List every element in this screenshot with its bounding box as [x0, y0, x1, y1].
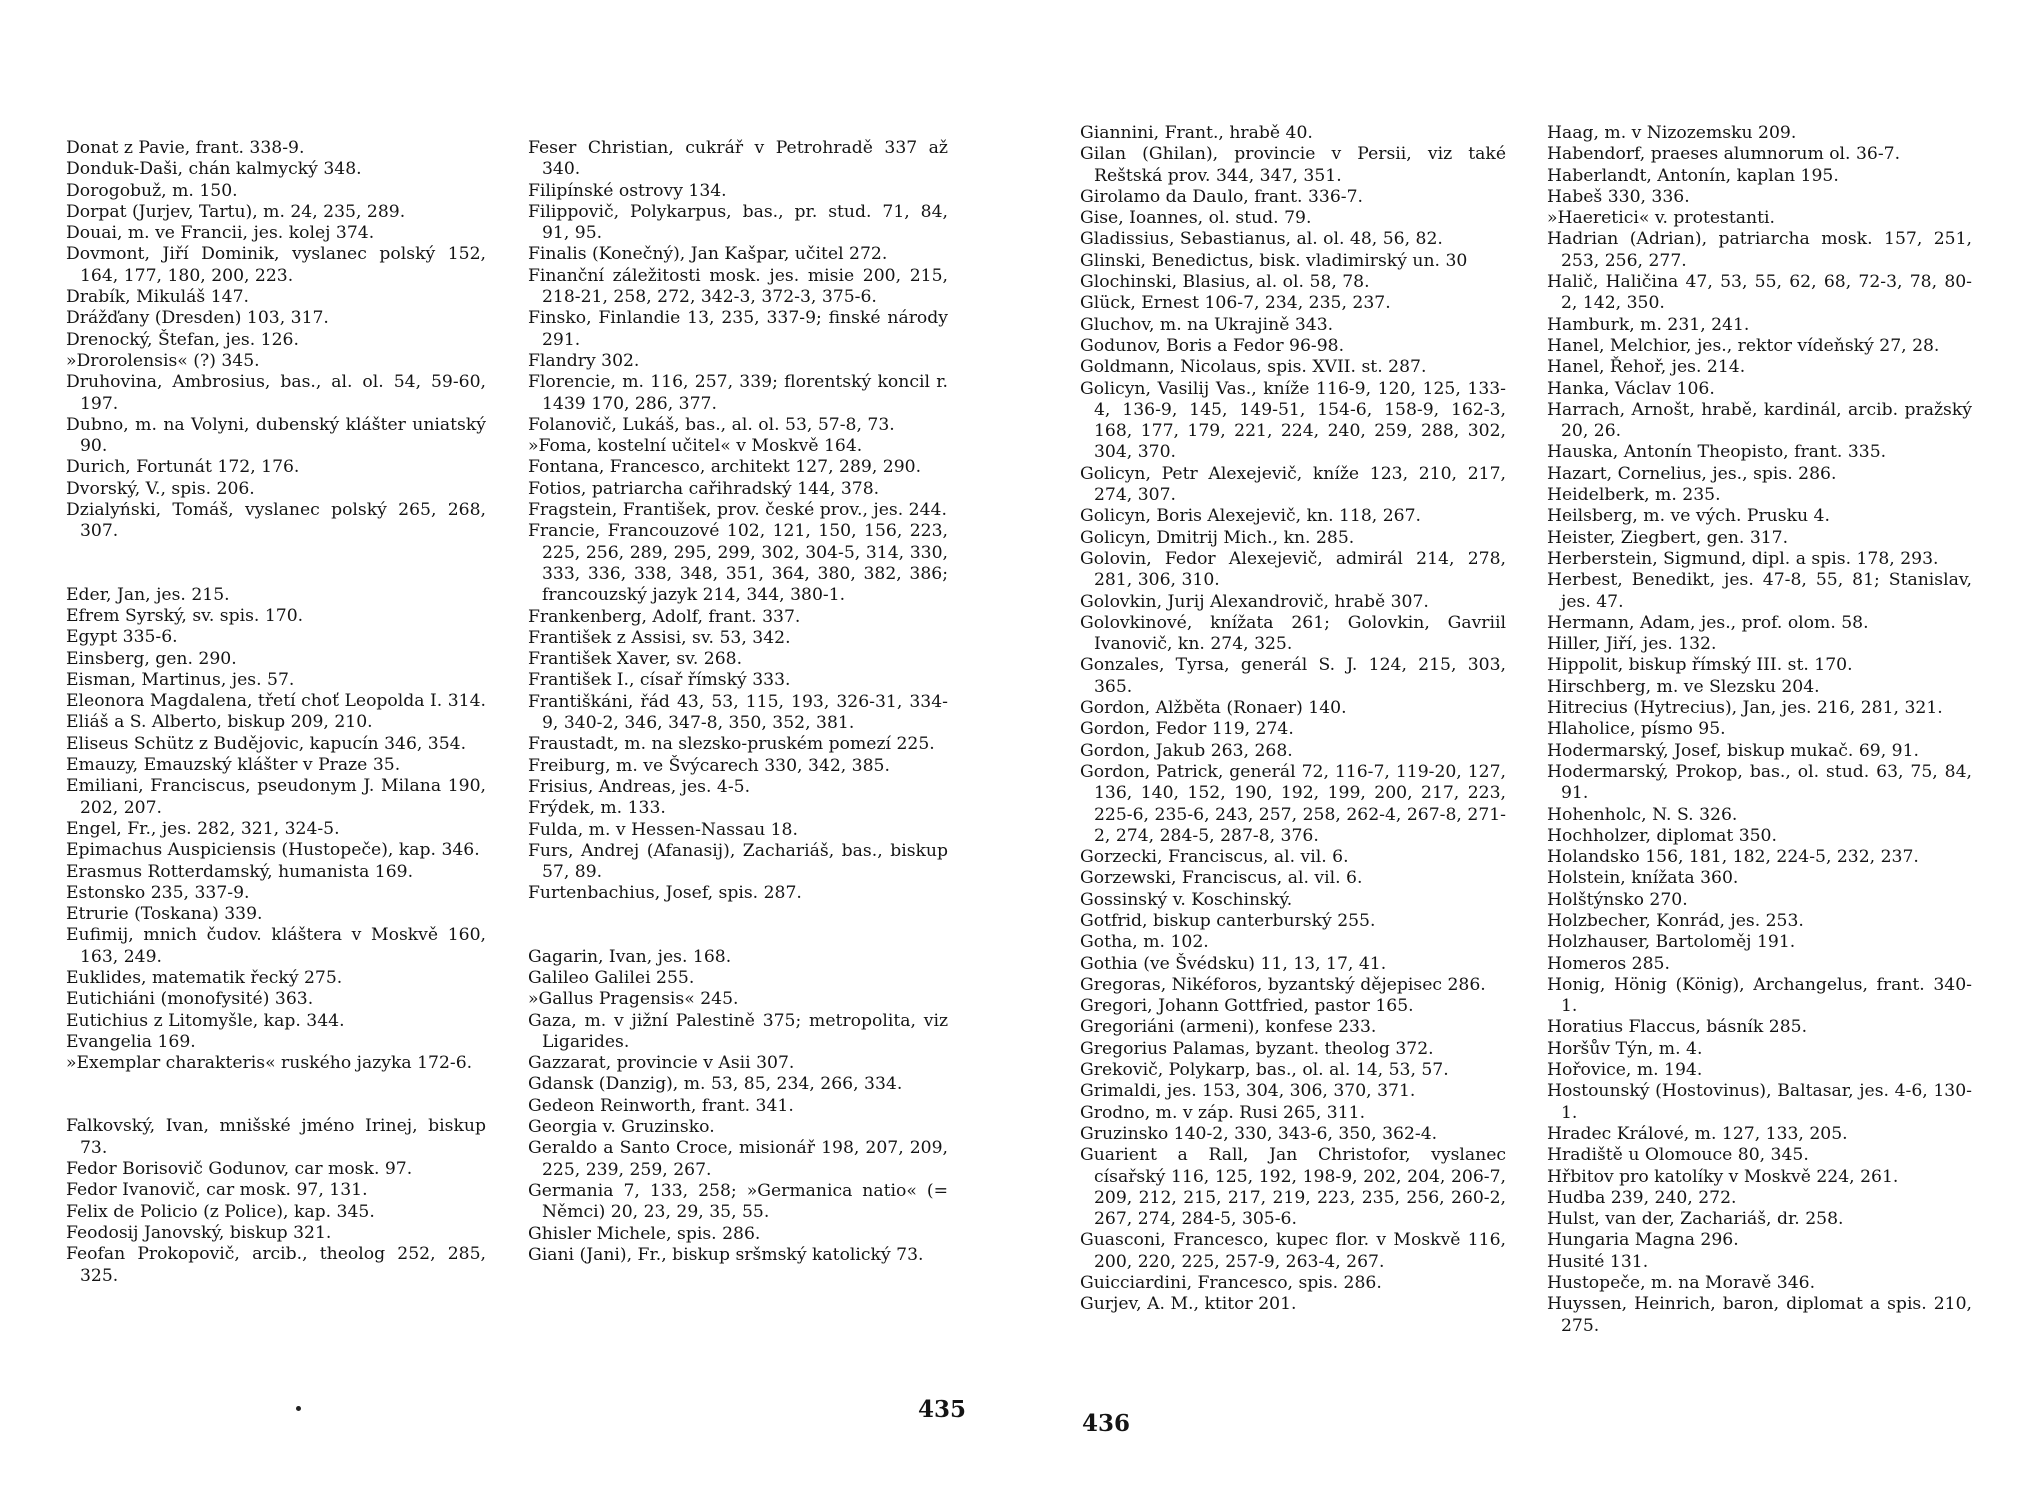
- index-entry: Frýdek, m. 133.: [528, 798, 666, 819]
- index-entry: Gruzinsko 140-2, 330, 343-6, 350, 362-4.: [1080, 1123, 1438, 1144]
- index-entry: Hazart, Cornelius, jes., spis. 286.: [1547, 463, 1837, 484]
- index-entry: »Foma, kostelní učitel« v Moskvě 164.: [528, 436, 863, 457]
- index-entry: Glochinski, Blasius, al. ol. 58, 78.: [1080, 272, 1370, 293]
- index-entry: Grekovič, Polykarp, bas., ol. al. 14, 53, 57.: [1080, 1060, 1449, 1081]
- index-entry: Fotios, patriarcha cařihradský 144, 378.: [528, 478, 880, 499]
- index-entry: Finalis (Konečný), Jan Kašpar, učitel 272.: [528, 244, 888, 265]
- index-entry: Efrem Syrský, sv. spis. 170.: [66, 605, 304, 626]
- index-entry: Finanční záležitosti mosk. jes. misie 200, 215, 218-21, 258, 272, 342-3, 372-3, 375-6.: [528, 265, 948, 308]
- index-entry: Hirschberg, m. ve Slezsku 204.: [1547, 676, 1820, 697]
- index-entry: Golicyn, Petr Alexejevič, kníže 123, 210, 217, 274, 307.: [1080, 463, 1506, 506]
- index-entry: Hanel, Řehoř, jes. 214.: [1547, 357, 1746, 378]
- index-entry: Feofan Prokopovič, arcib., theolog 252, 285, 325.: [66, 1244, 486, 1286]
- index-entry: Herbest, Benedikt, jes. 47-8, 55, 81; Stanislav, jes. 47.: [1547, 570, 1972, 612]
- index-entry: Holzhauser, Bartoloměj 191.: [1547, 932, 1796, 953]
- letter-section-gap: [528, 905, 948, 947]
- index-entry: Hanka, Václav 106.: [1547, 378, 1715, 399]
- index-entry: Hodermarský, Prokop, bas., ol. stud. 63, 75, 84, 91.: [1547, 761, 1972, 804]
- index-entry: Hadrian (Adrian), patriarcha mosk. 157, 251, 253, 256, 277.: [1547, 229, 1972, 271]
- index-entry: Holstein, knížata 360.: [1547, 868, 1739, 889]
- index-entry: Folanovič, Lukáš, bas., al. ol. 53, 57-8, 73.: [528, 414, 895, 435]
- index-entry: Hiller, Jiří, jes. 132.: [1547, 634, 1717, 655]
- index-entry: Freiburg, m. ve Švýcarech 330, 342, 385.: [528, 755, 890, 776]
- index-entry: Epimachus Auspiciensis (Hustopeče), kap. 346.: [66, 840, 480, 861]
- index-entry: Frankenberg, Adolf, frant. 337.: [528, 606, 801, 627]
- index-entry: Haag, m. v Nizozemsku 209.: [1547, 123, 1797, 143]
- index-entry: Evangelia 169.: [66, 1031, 196, 1052]
- index-entry: Hungaria Magna 296.: [1547, 1230, 1739, 1251]
- index-entry: Fulda, m. v Hessen-Nassau 18.: [528, 819, 798, 840]
- left-page-column-1: [66, 138, 486, 1287]
- index-entry: Dvorský, V., spis. 206.: [66, 478, 255, 499]
- index-entry: Flandry 302.: [528, 350, 640, 371]
- index-entry: Golicyn, Dmitrij Mich., kn. 285.: [1080, 527, 1355, 548]
- index-entry: Ghisler Michele, spis. 286.: [528, 1223, 761, 1244]
- index-entry: Francie, Francouzové 102, 121, 150, 156, 223, 225, 256, 289, 295, 299, 302, 304-5, 314, 330, 333, 336, 338, 348, 351, 364, 380, 382, 386; francouzský jazyk 214, 344, 380-1.: [528, 521, 948, 606]
- index-entry: Gordon, Jakub 263, 268.: [1080, 740, 1293, 761]
- index-entry: Hřbitov pro katolíky v Moskvě 224, 261.: [1547, 1166, 1899, 1187]
- index-entry: Gdansk (Danzig), m. 53, 85, 234, 266, 334.: [528, 1074, 903, 1095]
- index-entry: »Exemplar charakteris« ruského jazyka 172-6.: [66, 1053, 473, 1074]
- index-entry: Emiliani, Franciscus, pseudonym J. Milana 190, 202, 207.: [66, 776, 486, 818]
- index-entry: Furtenbachius, Josef, spis. 287.: [528, 883, 802, 904]
- index-entry: »Drorolensis« (?) 345.: [66, 350, 260, 371]
- index-entry: Heilsberg, m. ve vých. Prusku 4.: [1547, 506, 1830, 527]
- index-entry: Einsberg, gen. 290.: [66, 648, 237, 669]
- index-entry: Gaza, m. v jižní Palestině 375; metropolita, viz Ligarides.: [528, 1010, 948, 1052]
- letter-section-gap: [66, 1074, 486, 1116]
- index-entry: Herberstein, Sigmund, dipl. a spis. 178, 293.: [1547, 548, 1939, 569]
- index-entry: Filippovič, Polykarpus, bas., pr. stud. 71, 84, 91, 95.: [528, 201, 948, 244]
- index-entry: Felix de Policio (z Police), kap. 345.: [66, 1201, 375, 1222]
- index-entry: Godunov, Boris a Fedor 96-98.: [1080, 335, 1345, 356]
- index-entry: Feser Christian, cukrář v Petrohradě 337 až 340.: [528, 138, 948, 180]
- index-entry: Halič, Haličina 47, 53, 55, 62, 68, 72-3, 78, 80-2, 142, 350.: [1547, 272, 1972, 314]
- index-entry: Hochholzer, diplomat 350.: [1547, 825, 1777, 846]
- index-entry: Hlaholice, písmo 95.: [1547, 719, 1726, 740]
- index-entry: Eder, Jan, jes. 215.: [66, 584, 230, 605]
- index-entry: Habendorf, praeses alumnorum ol. 36-7.: [1547, 144, 1901, 165]
- index-entry: Drabík, Mikuláš 147.: [66, 287, 249, 308]
- index-entry: Gise, Ioannes, ol. stud. 79.: [1080, 208, 1312, 229]
- index-entry: Gluchov, m. na Ukrajině 343.: [1080, 314, 1334, 335]
- index-entry: Donduk-Daši, chán kalmycký 348.: [66, 159, 362, 180]
- left-page-number: 435: [918, 1396, 967, 1423]
- index-entry: Gordon, Alžběta (Ronaer) 140.: [1080, 698, 1347, 719]
- index-entry: Glinski, Benedictus, bisk. vladimirský un. 30: [1080, 250, 1468, 271]
- index-entry: Gorzewski, Franciscus, al. vil. 6.: [1080, 868, 1363, 889]
- index-entry: Filipínské ostrovy 134.: [528, 180, 727, 201]
- index-entry: František Xaver, sv. 268.: [528, 649, 743, 670]
- index-entry: Horatius Flaccus, básník 285.: [1547, 1017, 1808, 1038]
- index-entry: František z Assisi, sv. 53, 342.: [528, 627, 791, 648]
- index-entry: Gregorius Palamas, byzant. theolog 372.: [1080, 1038, 1434, 1059]
- index-entry: Euklides, matematik řecký 275.: [66, 967, 343, 988]
- stray-dot: [296, 1406, 301, 1411]
- index-entry: Falkovský, Ivan, mnišské jméno Irinej, biskup 73.: [66, 1116, 486, 1158]
- index-entry: Emauzy, Emauzský klášter v Praze 35.: [66, 755, 401, 776]
- index-entry: Feodosij Janovský, biskup 321.: [66, 1222, 332, 1243]
- index-entry: Grimaldi, jes. 153, 304, 306, 370, 371.: [1080, 1081, 1416, 1102]
- index-entry: Guicciardini, Francesco, spis. 286.: [1080, 1273, 1382, 1294]
- index-entry: Erasmus Rotterdamský, humanista 169.: [66, 861, 414, 882]
- index-entry: Gedeon Reinworth, frant. 341.: [528, 1095, 794, 1116]
- index-entry: Florencie, m. 116, 257, 339; florentský koncil r. 1439 170, 286, 377.: [528, 372, 948, 414]
- index-entry: Fontana, Francesco, architekt 127, 289, 290.: [528, 457, 922, 478]
- left-page-column-2: [528, 138, 948, 1266]
- index-entry: Honig, Hönig (König), Archangelus, frant. 340-1.: [1547, 974, 1972, 1017]
- right-page-column-2: [1547, 123, 1972, 1337]
- index-entry: Georgia v. Gruzinsko.: [528, 1117, 715, 1138]
- index-entry: Huyssen, Heinrich, baron, diplomat a spis. 210, 275.: [1547, 1294, 1972, 1336]
- index-entry: Hustopeče, m. na Moravě 346.: [1547, 1273, 1816, 1294]
- right-page-column-1: [1080, 123, 1506, 1316]
- index-entry: Fragstein, František, prov. české prov., jes. 244.: [528, 500, 947, 521]
- index-entry: Golicyn, Boris Alexejevič, kn. 118, 267.: [1080, 506, 1421, 527]
- index-entry: Heister, Ziegbert, gen. 317.: [1547, 527, 1789, 548]
- index-entry: Gladissius, Sebastianus, al. ol. 48, 56, 82.: [1080, 229, 1443, 250]
- index-entry: Hermann, Adam, jes., prof. olom. 58.: [1547, 612, 1869, 633]
- index-entry: Heidelberk, m. 235.: [1547, 485, 1721, 506]
- index-entry: Dzialyński, Tomáš, vyslanec polský 265, 268, 307.: [66, 500, 486, 542]
- index-entry: Eliáš a S. Alberto, biskup 209, 210.: [66, 712, 373, 733]
- index-entry: Golovkin, Jurij Alexandrovič, hrabě 307.: [1080, 591, 1429, 612]
- index-entry: Gonzales, Tyrsa, generál S. J. 124, 215, 303, 365.: [1080, 655, 1506, 697]
- index-entry: Finsko, Finlandie 13, 235, 337-9; finské národy 291.: [528, 308, 948, 350]
- index-entry: Gazzarat, provincie v Asii 307.: [528, 1053, 795, 1074]
- index-entry: Gotha, m. 102.: [1080, 932, 1209, 953]
- index-entry: Durich, Fortunát 172, 176.: [66, 457, 300, 478]
- index-entry: Eisman, Martinus, jes. 57.: [66, 669, 295, 690]
- index-entry: Etrurie (Toskana) 339.: [66, 904, 263, 925]
- index-entry: Habeš 330, 336.: [1547, 186, 1690, 207]
- index-entry: Eufimij, mnich čudov. kláštera v Moskvě 160, 163, 249.: [66, 925, 486, 967]
- index-entry: Golovkinové, knížata 261; Golovkin, Gavriil Ivanovič, kn. 274, 325.: [1080, 612, 1506, 655]
- index-entry: Gordon, Patrick, generál 72, 116-7, 119-20, 127, 136, 140, 152, 190, 192, 199, 200, 217, 223, 225-6, 235-6, 243, 257, 258, 262-4, 267-8, 271-2, 274, 284-5, 287-8, 376.: [1080, 761, 1506, 846]
- index-entry: Giannini, Frant., hrabě 40.: [1080, 123, 1313, 143]
- right-page-number: 436: [1082, 1410, 1131, 1437]
- index-entry: Egypt 335-6.: [66, 627, 178, 648]
- index-entry: Dorpat (Jurjev, Tartu), m. 24, 235, 289.: [66, 201, 406, 222]
- index-entry: Giani (Jani), Fr., biskup sršmský katolický 73.: [528, 1244, 924, 1265]
- index-entry: Dorogobuž, m. 150.: [66, 180, 238, 201]
- index-entry: Gurjev, A. M., ktitor 201.: [1080, 1294, 1297, 1315]
- index-entry: Guarient a Rall, Jan Christofor, vyslanec císařský 116, 125, 192, 198-9, 202, 204, 206-7, 209, 212, 215, 217, 219, 223, 235, 256, 260-2, 267, 274, 284-5, 305-6.: [1080, 1145, 1506, 1230]
- index-entry: Gossinský v. Koschinský.: [1080, 889, 1293, 910]
- index-entry: Golicyn, Vasilij Vas., kníže 116-9, 120, 125, 133-4, 136-9, 145, 149-51, 154-6, 158-9, 162-3, 168, 177, 179, 221, 224, 240, 259, 288, 302, 304, 370.: [1080, 378, 1506, 463]
- index-entry: Hohenholc, N. S. 326.: [1547, 804, 1738, 825]
- index-entry: Drenocký, Štefan, jes. 126.: [66, 329, 299, 350]
- index-entry: Gregori, Johann Gottfried, pastor 165.: [1080, 996, 1414, 1017]
- index-entry: Eleonora Magdalena, třetí choť Leopolda I. 314.: [66, 691, 486, 712]
- index-entry: Frisius, Andreas, jes. 4-5.: [528, 776, 751, 797]
- index-entry: Hodermarský, Josef, biskup mukač. 69, 91.: [1547, 740, 1919, 761]
- index-entry: Galileo Galilei 255.: [528, 967, 695, 988]
- index-entry: Haberlandt, Antonín, kaplan 195.: [1547, 165, 1839, 186]
- index-entry: Hauska, Antonín Theopisto, frant. 335.: [1547, 442, 1887, 463]
- index-entry: Girolamo da Daulo, frant. 336-7.: [1080, 186, 1363, 207]
- index-entry: Estonsko 235, 337-9.: [66, 882, 250, 903]
- index-entry: Hořovice, m. 194.: [1547, 1060, 1703, 1081]
- index-entry: Gothia (ve Švédsku) 11, 13, 17, 41.: [1080, 953, 1387, 974]
- index-entry: Druhovina, Ambrosius, bas., al. ol. 54, 59-60, 197.: [66, 372, 486, 414]
- index-entry: Gotfrid, biskup canterburský 255.: [1080, 910, 1376, 931]
- letter-section-gap: [66, 543, 486, 585]
- index-entry: Fraustadt, m. na slezsko-pruském pomezí 225.: [528, 734, 935, 755]
- index-entry: Fedor Borisovič Godunov, car mosk. 97.: [66, 1159, 413, 1180]
- index-entry: Hitrecius (Hytrecius), Jan, jes. 216, 281, 321.: [1547, 698, 1943, 719]
- index-entry: Gregoriáni (armeni), konfese 233.: [1080, 1017, 1377, 1038]
- index-entry: Hamburk, m. 231, 241.: [1547, 314, 1750, 335]
- index-entry: Hippolit, biskup římský III. st. 170.: [1547, 655, 1853, 676]
- index-entry: Husité 131.: [1547, 1251, 1649, 1272]
- index-entry: Gilan (Ghilan), provincie v Persii, viz také Reštská prov. 344, 347, 351.: [1080, 144, 1506, 186]
- index-entry: Geraldo a Santo Croce, misionář 198, 207, 209, 225, 239, 259, 267.: [528, 1138, 948, 1180]
- index-entry: Furs, Andrej (Afanasij), Zachariáš, bas., biskup 57, 89.: [528, 840, 948, 883]
- index-entry: Eutichius z Litomyšle, kap. 344.: [66, 1010, 345, 1031]
- index-entry: Glück, Ernest 106-7, 234, 235, 237.: [1080, 293, 1391, 314]
- index-entry: Gordon, Fedor 119, 274.: [1080, 719, 1294, 740]
- index-entry: Fedor Ivanovič, car mosk. 97, 131.: [66, 1180, 368, 1201]
- index-entry: Homeros 285.: [1547, 953, 1670, 974]
- index-entry: Holštýnsko 270.: [1547, 889, 1688, 910]
- index-entry: Grodno, m. v záp. Rusi 265, 311.: [1080, 1102, 1366, 1123]
- index-entry: Harrach, Arnošt, hrabě, kardinál, arcib. pražský 20, 26.: [1547, 399, 1972, 442]
- index-entry: Hradiště u Olomouce 80, 345.: [1547, 1145, 1809, 1166]
- index-entry: Holzbecher, Konrád, jes. 253.: [1547, 910, 1804, 931]
- index-entry: »Haeretici« v. protestanti.: [1547, 208, 1775, 229]
- index-entry: Dovmont, Jiří Dominik, vyslanec polský 152, 164, 177, 180, 200, 223.: [66, 244, 486, 286]
- index-entry: Gorzecki, Franciscus, al. vil. 6.: [1080, 847, 1349, 868]
- index-entry: Hradec Králové, m. 127, 133, 205.: [1547, 1123, 1848, 1144]
- index-entry: Gregoras, Nikéforos, byzantský dějepisec 286.: [1080, 974, 1486, 995]
- index-entry: Eutichiáni (monofysité) 363.: [66, 989, 314, 1010]
- index-entry: František I., císař římský 333.: [528, 670, 791, 691]
- index-entry: Donat z Pavie, frant. 338-9.: [66, 138, 305, 158]
- index-entry: »Gallus Pragensis« 245.: [528, 989, 739, 1010]
- index-entry: Františkáni, řád 43, 53, 115, 193, 326-31, 334-9, 340-2, 346, 347-8, 350, 352, 381.: [528, 691, 948, 734]
- index-entry: Hulst, van der, Zachariáš, dr. 258.: [1547, 1209, 1844, 1230]
- index-entry: Hudba 239, 240, 272.: [1547, 1187, 1737, 1208]
- index-entry: Holandsko 156, 181, 182, 224-5, 232, 237.: [1547, 847, 1919, 868]
- index-entry: Germania 7, 133, 258; »Germanica natio« (= Němci) 20, 23, 29, 35, 55.: [528, 1180, 948, 1223]
- index-entry: Drážďany (Dresden) 103, 317.: [66, 308, 329, 329]
- index-entry: Goldmann, Nicolaus, spis. XVII. st. 287.: [1080, 357, 1427, 378]
- index-entry: Engel, Fr., jes. 282, 321, 324-5.: [66, 818, 340, 839]
- index-entry: Hostounský (Hostovinus), Baltasar, jes. 4-6, 130-1.: [1547, 1081, 1972, 1123]
- index-entry: Golovin, Fedor Alexejevič, admirál 214, 278, 281, 306, 310.: [1080, 548, 1506, 591]
- index-entry: Dubno, m. na Volyni, dubenský klášter uniatský 90.: [66, 414, 486, 457]
- index-entry: Gagarin, Ivan, jes. 168.: [528, 946, 732, 967]
- index-entry: Douai, m. ve Francii, jes. kolej 374.: [66, 223, 375, 244]
- index-entry: Guasconi, Francesco, kupec flor. v Moskvě 116, 200, 220, 225, 257-9, 263-4, 267.: [1080, 1230, 1506, 1272]
- index-entry: Eliseus Schütz z Budějovic, kapucín 346, 354.: [66, 733, 467, 754]
- index-entry: Hanel, Melchior, jes., rektor vídeňský 27, 28.: [1547, 335, 1940, 356]
- index-entry: Horšův Týn, m. 4.: [1547, 1038, 1703, 1059]
